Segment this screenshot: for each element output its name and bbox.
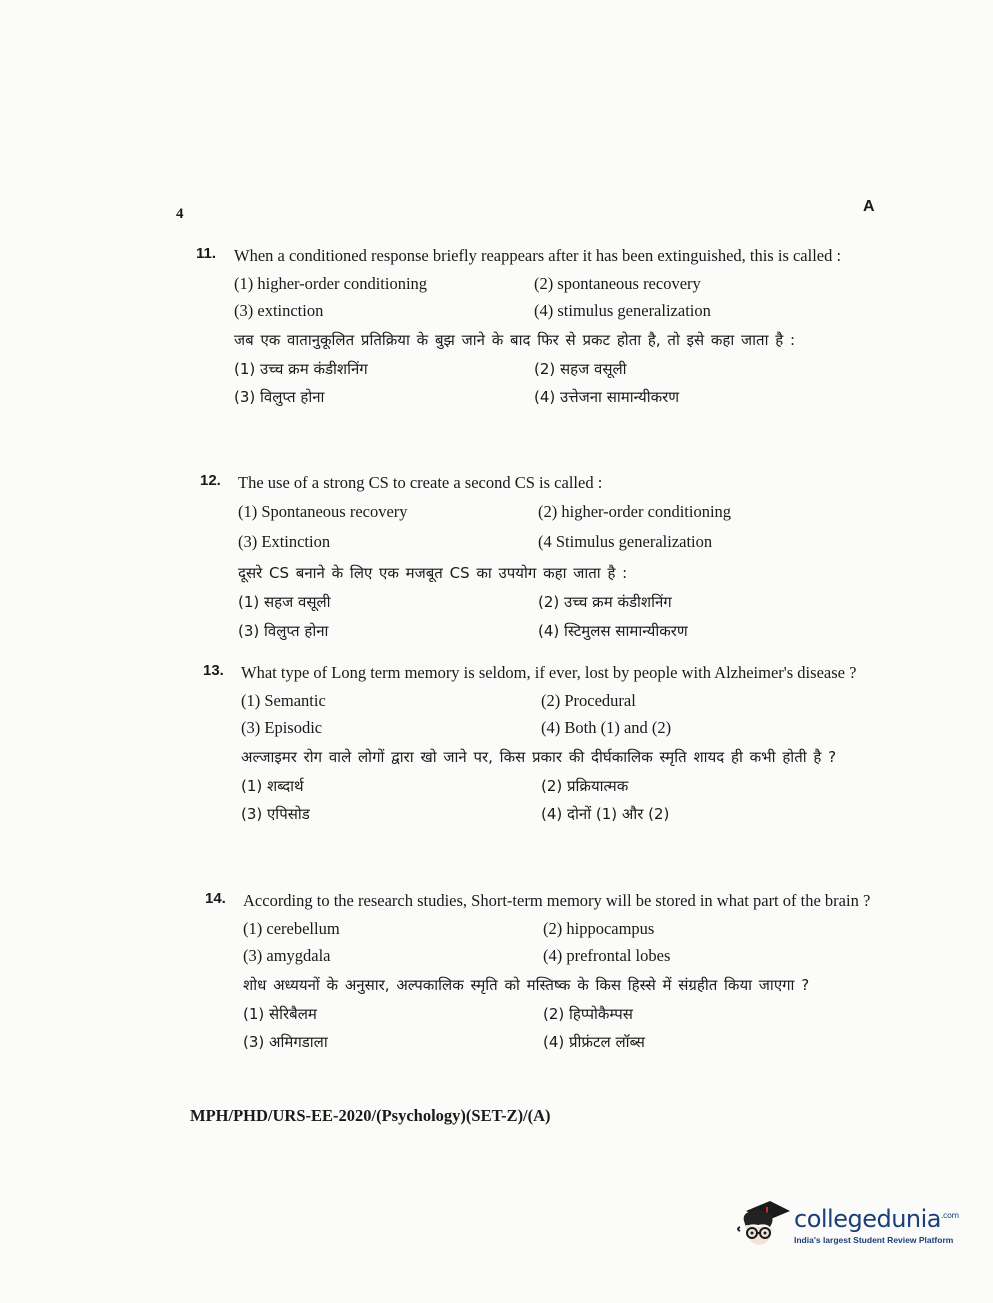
question-text-hi: अल्जाइमर रोग वाले लोगों द्वारा खो जाने पर, किस प्रकार की दीर्घकालिक स्मृति शायद ही कभी होती है ? [241, 748, 837, 766]
option-2: (2) higher-order conditioning [538, 502, 732, 521]
option-1: (1) cerebellum [243, 919, 340, 938]
option-4: (4) stimulus generalization [534, 301, 711, 320]
options-hi [243, 1000, 885, 1056]
question-text-hi: दूसरे CS बनाने के लिए एक मजबूत CS का उपयोग कहा जाता है : [238, 564, 628, 582]
options-en [241, 687, 883, 741]
option-3: (3) extinction [234, 301, 324, 320]
question-number: 13. [203, 662, 224, 679]
collegedunia-logo [736, 1197, 959, 1253]
option-4: (4) prefrontal lobes [543, 946, 671, 965]
student-mascot-icon [736, 1197, 790, 1253]
set-letter: A [863, 198, 875, 215]
option-1-hi: (1) उच्च क्रम कंडीशनिंग [234, 360, 368, 378]
option-1: (1) Spontaneous recovery [238, 502, 408, 521]
question-11 [196, 243, 876, 411]
option-3: (3) amygdala [243, 946, 331, 965]
question-12 [200, 470, 880, 646]
option-1-hi: (1) सहज वसूली [238, 593, 331, 611]
option-3-hi: (3) एपिसोड [241, 805, 310, 823]
question-number: 12. [200, 472, 221, 489]
option-3-hi: (3) अमिगडाला [243, 1033, 328, 1051]
option-2-hi: (2) हिप्पोकैम्पस [543, 1005, 633, 1023]
logo-tagline: India's largest Student Review Platform [794, 1235, 954, 1245]
option-4: (4 Stimulus generalization [538, 532, 713, 551]
option-2-hi: (2) सहज वसूली [534, 360, 627, 378]
question-text-en: When a conditioned response briefly reappears after it has been extinguished, this is called : [234, 246, 842, 265]
question-number: 11. [196, 245, 217, 262]
option-2: (2) Procedural [541, 691, 636, 710]
option-2: (2) spontaneous recovery [534, 274, 701, 293]
question-text-en: What type of Long term memory is seldom, if ever, lost by people with Alzheimer's disease ? [241, 663, 857, 682]
question-14 [205, 888, 885, 1056]
page-number: 4 [176, 206, 184, 222]
question-text-hi: शोध अध्ययनों के अनुसार, अल्पकालिक स्मृति को मस्तिष्क के किस हिस्से में संग्रहीत किया जाएगा ? [243, 976, 810, 994]
question-number: 14. [205, 890, 226, 907]
options-en [234, 270, 876, 324]
option-1-hi: (1) शब्दार्थ [241, 777, 304, 795]
option-1: (1) higher-order conditioning [234, 274, 428, 293]
option-3: (3) Extinction [238, 532, 331, 551]
option-3-hi: (3) विलुप्त होना [234, 388, 325, 406]
option-1-hi: (1) सेरिबैलम [243, 1005, 317, 1023]
options-hi [238, 588, 880, 646]
option-2: (2) hippocampus [543, 919, 655, 938]
option-4-hi: (4) स्टिमुलस सामान्यीकरण [538, 622, 688, 640]
question-text-hi: जब एक वातानुकूलित प्रतिक्रिया के बुझ जाने के बाद फिर से प्रकट होता है, तो इसे कहा जाता है : [234, 331, 796, 349]
options-hi [234, 355, 876, 411]
option-3-hi: (3) विलुप्त होना [238, 622, 329, 640]
paper-code-footer: MPH/PHD/URS-EE-2020/(Psychology)(SET-Z)/(A) [190, 1106, 551, 1125]
question-text-en: The use of a strong CS to create a second CS is called : [238, 473, 603, 492]
option-4-hi: (4) प्रीफ्रंटल लॉब्स [543, 1033, 645, 1051]
option-2-hi: (2) उच्च क्रम कंडीशनिंग [538, 593, 672, 611]
options-hi [241, 772, 883, 828]
options-en [243, 915, 885, 969]
option-3: (3) Episodic [241, 718, 323, 737]
question-text-en: According to the research studies, Short-term memory will be stored in what part of the brain ? [243, 891, 871, 910]
option-4: (4) Both (1) and (2) [541, 718, 672, 737]
question-13 [203, 660, 883, 828]
option-2-hi: (2) प्रक्रियात्मक [541, 777, 629, 795]
option-4-hi: (4) दोनों (1) और (2) [541, 805, 670, 823]
options-en [238, 497, 880, 557]
option-1: (1) Semantic [241, 691, 326, 710]
logo-wordmark: collegedunia$^{.com}$ [794, 1205, 959, 1233]
option-4-hi: (4) उत्तेजना सामान्यीकरण [534, 388, 680, 406]
